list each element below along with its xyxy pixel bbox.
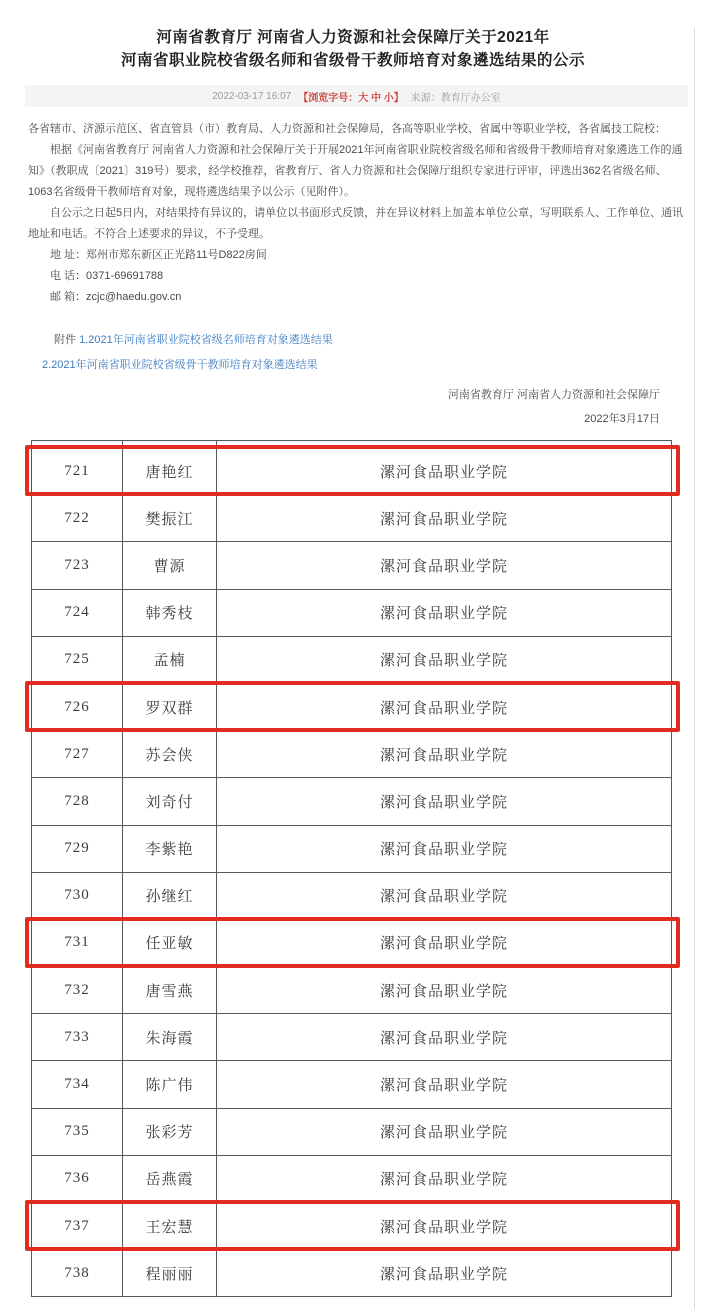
row-school-cell: 漯河食品职业学院 — [217, 920, 672, 966]
row-name-cell: 任亚敏 — [123, 920, 217, 966]
row-number-cell: 727 — [31, 731, 123, 777]
row-name-cell: 程丽丽 — [123, 1250, 217, 1296]
row-name-cell: 唐雪燕 — [123, 967, 217, 1013]
row-number-cell: 730 — [31, 873, 123, 919]
row-number-cell: 721 — [31, 448, 123, 494]
row-number-cell: 728 — [31, 778, 123, 824]
row-number-cell: 729 — [31, 826, 123, 872]
paragraph-basis: 根据《河南省教育厅 河南省人力资源和社会保障厅关于开展2021年河南省职业院校省级名师和省级骨干教师培育对象遴选工作的通知》（教职成〔2021〕319号）要求，经学校推荐，省教育厅、省人力资源和社会保障厅组织专家进行评审，评选出362名省级名师、1063名省级骨干教师培育对象，现将遴选结果予以公示（见附件）。 — [28, 144, 683, 198]
row-number-cell: 735 — [31, 1109, 123, 1155]
row-number-cell: 731 — [31, 920, 123, 966]
results-table — [31, 440, 672, 1297]
results-table-rows — [31, 448, 672, 1297]
row-number-cell: 738 — [31, 1250, 123, 1296]
paragraph-objection: 自公示之日起5日内，对结果持有异议的，请单位以书面形式反馈，并在异议材料上加盖本单位公章，写明联系人、工作单位、通讯地址和电话。不符合上述要求的异议，不予受理。 — [28, 207, 684, 240]
row-school-cell: 漯河食品职业学院 — [217, 731, 672, 777]
row-name-cell: 韩秀枝 — [123, 590, 217, 636]
signature-block — [0, 383, 660, 431]
row-school-cell: 漯河食品职业学院 — [217, 590, 672, 636]
row-number-cell: 732 — [31, 967, 123, 1013]
issuer-signature: 河南省教育厅 河南省人力资源和社会保障厅 — [447, 389, 660, 401]
salutation: 各省辖市、济源示范区、省直管县（市）教育局、人力资源和社会保障局，各高等职业学校、省属中等职业学校，各省属技工院校： — [28, 123, 666, 135]
source-label: 来源：教育厅办公室 — [410, 92, 501, 104]
table-row — [31, 920, 672, 967]
row-school-cell: 漯河食品职业学院 — [217, 1109, 672, 1155]
table-row — [31, 826, 672, 873]
row-name-cell: 罗双群 — [123, 684, 217, 730]
row-name-cell: 刘奇付 — [123, 778, 217, 824]
table-row — [31, 1203, 672, 1250]
row-name-cell: 孟楠 — [123, 637, 217, 683]
font-size-widget[interactable]: 【浏览字号：大 中 小】 — [298, 92, 404, 104]
page-edge-line — [694, 28, 695, 1309]
row-number-cell: 737 — [31, 1203, 123, 1249]
row-name-cell: 李紫艳 — [123, 826, 217, 872]
table-row — [31, 448, 672, 495]
table-row — [31, 684, 672, 731]
meta-bar — [25, 85, 688, 107]
row-name-cell: 王宏慧 — [123, 1203, 217, 1249]
row-school-cell: 漯河食品职业学院 — [217, 637, 672, 683]
row-name-cell: 曹源 — [123, 542, 217, 588]
row-number-cell: 724 — [31, 590, 123, 636]
row-number-cell: 736 — [31, 1156, 123, 1202]
row-number-cell: 722 — [31, 495, 123, 541]
page-header — [0, 0, 706, 107]
attachments-label: 附件 — [54, 334, 76, 346]
table-cutoff-row — [31, 440, 672, 448]
publish-date: 2022年3月17日 — [584, 413, 660, 425]
document-body — [28, 119, 688, 308]
publish-datetime: 2022-03-17 16:07 — [212, 90, 292, 102]
page-title-line-1: 河南省教育厅 河南省人力资源和社会保障厅关于2021年 — [156, 29, 550, 46]
table-row — [31, 1156, 672, 1203]
table-row — [31, 1014, 672, 1061]
row-name-cell: 岳燕霞 — [123, 1156, 217, 1202]
phone-line: 电 话：0371-69691788 — [50, 270, 164, 282]
address-line: 地 址：郑州市郑东新区正光路11号D822房间 — [50, 249, 267, 261]
table-row — [31, 731, 672, 778]
email-line: 邮 箱：zcjc@haedu.gov.cn — [50, 291, 182, 303]
row-name-cell: 樊振江 — [123, 495, 217, 541]
row-school-cell: 漯河食品职业学院 — [217, 1203, 672, 1249]
row-school-cell: 漯河食品职业学院 — [217, 967, 672, 1013]
row-school-cell: 漯河食品职业学院 — [217, 1061, 672, 1107]
row-school-cell: 漯河食品职业学院 — [217, 1250, 672, 1296]
row-name-cell: 唐艳红 — [123, 448, 217, 494]
row-name-cell: 苏会侠 — [123, 731, 217, 777]
table-row — [31, 778, 672, 825]
row-number-cell: 734 — [31, 1061, 123, 1107]
row-number-cell: 723 — [31, 542, 123, 588]
table-row — [31, 967, 672, 1014]
table-row — [31, 1250, 672, 1297]
row-school-cell: 漯河食品职业学院 — [217, 684, 672, 730]
row-name-cell: 陈广伟 — [123, 1061, 217, 1107]
table-row — [31, 1109, 672, 1156]
row-number-cell: 733 — [31, 1014, 123, 1060]
attachment-link-2[interactable]: 2.2021年河南省职业院校省级骨干教师培育对象遴选结果 — [42, 359, 318, 371]
attachments — [28, 328, 686, 378]
row-number-cell: 726 — [31, 684, 123, 730]
row-number-cell: 725 — [31, 637, 123, 683]
table-row — [31, 495, 672, 542]
attachment-link-1[interactable]: 1.2021年河南省职业院校省级名师培育对象遴选结果 — [79, 334, 333, 346]
row-school-cell: 漯河食品职业学院 — [217, 448, 672, 494]
row-school-cell: 漯河食品职业学院 — [217, 873, 672, 919]
row-school-cell: 漯河食品职业学院 — [217, 542, 672, 588]
row-name-cell: 孙继红 — [123, 873, 217, 919]
row-name-cell: 朱海霞 — [123, 1014, 217, 1060]
table-row — [31, 637, 672, 684]
row-school-cell: 漯河食品职业学院 — [217, 1014, 672, 1060]
page-title-line-2: 河南省职业院校省级名师和省级骨干教师培育对象遴选结果的公示 — [120, 52, 585, 69]
row-name-cell: 张彩芳 — [123, 1109, 217, 1155]
table-row — [31, 873, 672, 920]
table-row — [31, 1061, 672, 1108]
row-school-cell: 漯河食品职业学院 — [217, 495, 672, 541]
row-school-cell: 漯河食品职业学院 — [217, 1156, 672, 1202]
table-row — [31, 590, 672, 637]
row-school-cell: 漯河食品职业学院 — [217, 778, 672, 824]
table-row — [31, 542, 672, 589]
row-school-cell: 漯河食品职业学院 — [217, 826, 672, 872]
